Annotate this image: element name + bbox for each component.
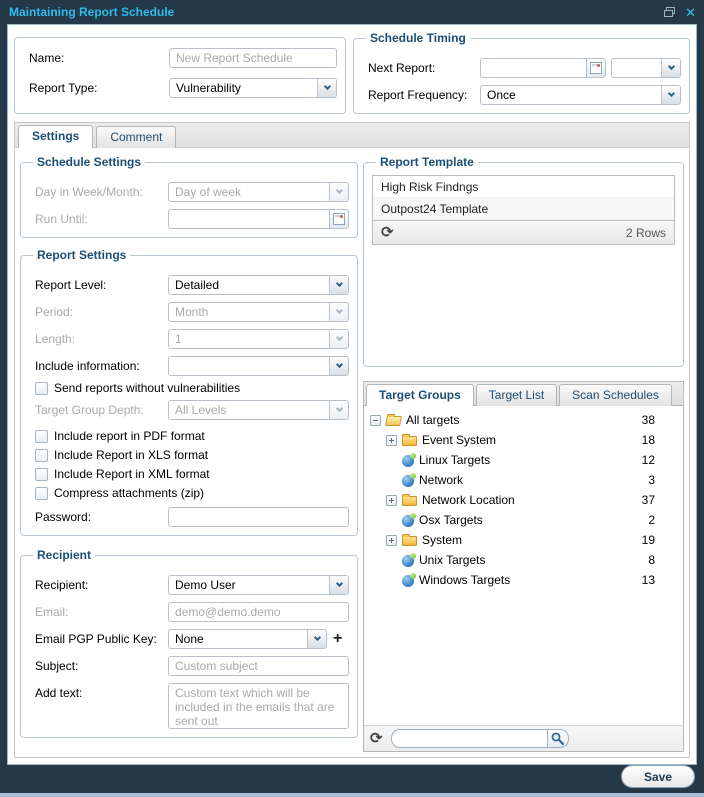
tree-item-windows-targets[interactable]: [364, 570, 683, 590]
list-item-template-1[interactable]: Outpost24 Template: [373, 198, 674, 220]
window-title: Maintaining Report Schedule: [9, 5, 175, 19]
chevron-down-icon: [329, 401, 348, 419]
folder-icon: [402, 436, 417, 446]
folder-open-icon: [385, 416, 402, 426]
pgp-key-label: Email PGP Public Key:: [35, 632, 157, 646]
chevron-down-icon[interactable]: [317, 79, 336, 97]
checkbox-label: Include Report in XML format: [54, 467, 210, 481]
pgp-key-value: None: [175, 632, 204, 646]
window-buttons: [664, 6, 696, 19]
window-bottom-edge: [0, 793, 704, 797]
next-report-time-select[interactable]: [611, 58, 681, 78]
next-report-datefield: [480, 58, 606, 78]
tree-item-count: 12: [641, 453, 655, 467]
tree-item-count: 13: [641, 573, 655, 587]
period-value: Month: [175, 305, 209, 319]
tab-target-list[interactable]: Target List: [476, 384, 557, 406]
report-template-list: [373, 176, 674, 220]
close-icon[interactable]: [685, 6, 696, 19]
tree-search: [391, 729, 569, 748]
checkbox-include-xls[interactable]: [35, 448, 349, 462]
include-information-label: Include information:: [35, 359, 140, 373]
left-column: [20, 153, 358, 752]
expand-icon[interactable]: [386, 495, 397, 506]
add-text-textarea[interactable]: [168, 683, 349, 729]
tree-item-count: 18: [641, 433, 655, 447]
add-pgp-key-icon[interactable]: [333, 631, 342, 647]
length-label: Length:: [35, 332, 76, 346]
tree-item-all-targets[interactable]: [364, 410, 683, 430]
tree-item-label: Osx Targets: [419, 513, 483, 527]
name-label: Name:: [29, 51, 65, 65]
chevron-down-icon: [329, 183, 348, 201]
run-until-datefield: [168, 209, 349, 229]
tree-toolbar: [364, 725, 683, 751]
day-in-week-month-select: [168, 182, 349, 202]
tree-item-unix-targets[interactable]: [364, 550, 683, 570]
checkbox-label: Send reports without vulnerabilities: [54, 381, 241, 395]
tree-item-label: System: [422, 533, 463, 547]
report-template-grid: [372, 175, 675, 245]
report-template-fieldset: [363, 155, 684, 367]
row-count: 2 Rows: [625, 225, 666, 240]
target-group-icon: [402, 515, 414, 527]
report-settings-fieldset: [20, 248, 358, 536]
report-type-value: Vulnerability: [176, 81, 241, 95]
tree-item-osx-targets[interactable]: [364, 510, 683, 530]
date-picker-button: [329, 209, 349, 229]
tree-item-count: 38: [641, 413, 655, 427]
length-select: [168, 329, 349, 349]
tree-item-network-location[interactable]: [364, 490, 683, 510]
recipient-select[interactable]: [168, 575, 349, 595]
target-group-icon: [402, 575, 414, 587]
settings-tab-content: [14, 147, 690, 758]
schedule-settings-fieldset: [20, 155, 358, 238]
tree-item-label: Windows Targets: [419, 573, 511, 587]
search-icon: [551, 732, 564, 745]
period-label: Period:: [35, 305, 74, 319]
recipient-label: Recipient:: [35, 578, 89, 592]
search-button[interactable]: [547, 729, 569, 748]
refresh-icon[interactable]: [381, 225, 394, 240]
target-group-icon: [402, 455, 414, 467]
report-level-label: Report Level:: [35, 278, 107, 292]
tree-item-system[interactable]: [364, 530, 683, 550]
target-group-icon: [402, 555, 414, 567]
chevron-down-icon: [329, 303, 348, 321]
main-tabstrip: [14, 122, 690, 147]
report-frequency-label: Report Frequency:: [368, 88, 468, 102]
expand-icon[interactable]: [386, 535, 397, 546]
chevron-down-icon[interactable]: [329, 276, 348, 294]
expand-icon[interactable]: [386, 435, 397, 446]
target-panel: [363, 381, 684, 752]
next-report-date-input[interactable]: [480, 58, 586, 78]
report-frequency-value: Once: [487, 88, 516, 102]
search-input[interactable]: [391, 729, 547, 748]
target-group-depth-value: All Levels: [175, 403, 227, 417]
report-level-select[interactable]: [168, 275, 349, 295]
target-groups-tree: [364, 406, 683, 590]
title-bar: [0, 0, 704, 24]
tree-item-event-system[interactable]: [364, 430, 683, 450]
report-template-legend: Report Template: [380, 155, 474, 169]
checkbox[interactable]: [35, 487, 48, 500]
save-button[interactable]: Save: [621, 765, 695, 788]
report-settings-legend: Report Settings: [37, 248, 127, 262]
checkbox-label: Include report in PDF format: [54, 429, 205, 443]
day-in-week-month-value: Day of week: [175, 185, 242, 199]
tab-comment[interactable]: Comment: [96, 126, 176, 148]
restore-icon[interactable]: [664, 7, 675, 17]
checkbox[interactable]: [35, 382, 48, 395]
day-in-week-month-label: Day in Week/Month:: [35, 185, 143, 199]
password-input[interactable]: [168, 507, 349, 527]
include-information-select[interactable]: [168, 356, 349, 376]
checkbox[interactable]: [35, 449, 48, 462]
chevron-down-icon[interactable]: [661, 59, 680, 77]
checkbox-include-xml[interactable]: [35, 467, 349, 481]
target-tabstrip: [363, 381, 684, 405]
tree-item-count: 2: [648, 513, 655, 527]
chevron-down-icon: [329, 330, 348, 348]
tree-item-count: 3: [648, 473, 655, 487]
checkbox-label: Include Report in XLS format: [54, 448, 209, 462]
subject-input[interactable]: [168, 656, 349, 676]
tree-item-count: 8: [648, 553, 655, 567]
report-template-footer: [373, 220, 674, 244]
length-value: 1: [175, 332, 182, 346]
checkbox[interactable]: [35, 430, 48, 443]
run-until-label: Run Until:: [35, 212, 88, 226]
recipient-legend: Recipient: [37, 548, 92, 562]
report-type-label: Report Type:: [29, 81, 98, 95]
chevron-down-icon[interactable]: [307, 630, 326, 648]
report-level-value: Detailed: [175, 278, 220, 292]
calendar-icon: [590, 62, 602, 74]
checkbox-compress-zip[interactable]: [35, 486, 349, 500]
tree-item-label: Event System: [422, 433, 497, 447]
list-item-template-0[interactable]: High Risk Findngs: [373, 176, 674, 198]
tree-item-label: All targets: [406, 413, 460, 427]
schedule-timing-legend: Schedule Timing: [370, 31, 466, 45]
tree-item-count: 37: [641, 493, 655, 507]
recipient-value: Demo User: [175, 578, 236, 592]
run-until-input: [168, 209, 329, 229]
schedule-timing-fieldset: [353, 31, 690, 114]
refresh-icon[interactable]: [370, 731, 383, 746]
date-picker-button[interactable]: [586, 58, 606, 78]
target-group-depth-select: [168, 400, 349, 420]
add-text-label: Add text:: [35, 686, 83, 700]
chevron-down-icon[interactable]: [661, 86, 680, 104]
tree-item-label: Unix Targets: [419, 553, 486, 567]
name-input[interactable]: [169, 48, 337, 68]
email-label: Email:: [35, 605, 69, 619]
folder-icon: [402, 496, 417, 506]
dialog-body: [7, 24, 697, 765]
collapse-icon[interactable]: [370, 415, 381, 426]
top-row: [14, 31, 690, 114]
target-group-icon: [402, 475, 414, 487]
tree-item-label: Linux Targets: [419, 453, 491, 467]
tree-item-network[interactable]: [364, 470, 683, 490]
password-label: Password:: [35, 510, 92, 524]
pgp-key-select[interactable]: [168, 629, 327, 649]
chevron-down-icon[interactable]: [329, 576, 348, 594]
chevron-down-icon[interactable]: [329, 357, 348, 375]
tree-item-linux-targets[interactable]: [364, 450, 683, 470]
checkbox[interactable]: [35, 468, 48, 481]
checkbox-send-without-vulnerabilities[interactable]: [35, 381, 349, 395]
schedule-settings-legend: Schedule Settings: [37, 155, 142, 169]
subject-label: Subject:: [35, 659, 79, 673]
checkbox-label: Compress attachments (zip): [54, 486, 205, 500]
folder-icon: [402, 536, 417, 546]
tree-item-count: 19: [641, 533, 655, 547]
tree-item-label: Network: [419, 473, 464, 487]
tab-settings[interactable]: Settings: [18, 125, 93, 148]
email-field: [168, 602, 349, 622]
tab-scan-schedules[interactable]: Scan Schedules: [559, 384, 672, 406]
recipient-fieldset: [20, 548, 358, 738]
target-groups-tree-panel: [363, 405, 684, 752]
period-select: [168, 302, 349, 322]
right-column: [363, 153, 684, 752]
general-settings-box: [14, 37, 346, 114]
checkbox-include-pdf[interactable]: [35, 429, 349, 443]
tree-item-label: Network Location: [422, 493, 515, 507]
calendar-icon: [333, 213, 345, 225]
target-group-depth-label: Target Group Depth:: [35, 403, 144, 417]
tab-target-groups[interactable]: Target Groups: [366, 384, 474, 406]
report-frequency-select[interactable]: [480, 85, 681, 105]
next-report-label: Next Report:: [368, 61, 436, 75]
report-type-select[interactable]: [169, 78, 337, 98]
